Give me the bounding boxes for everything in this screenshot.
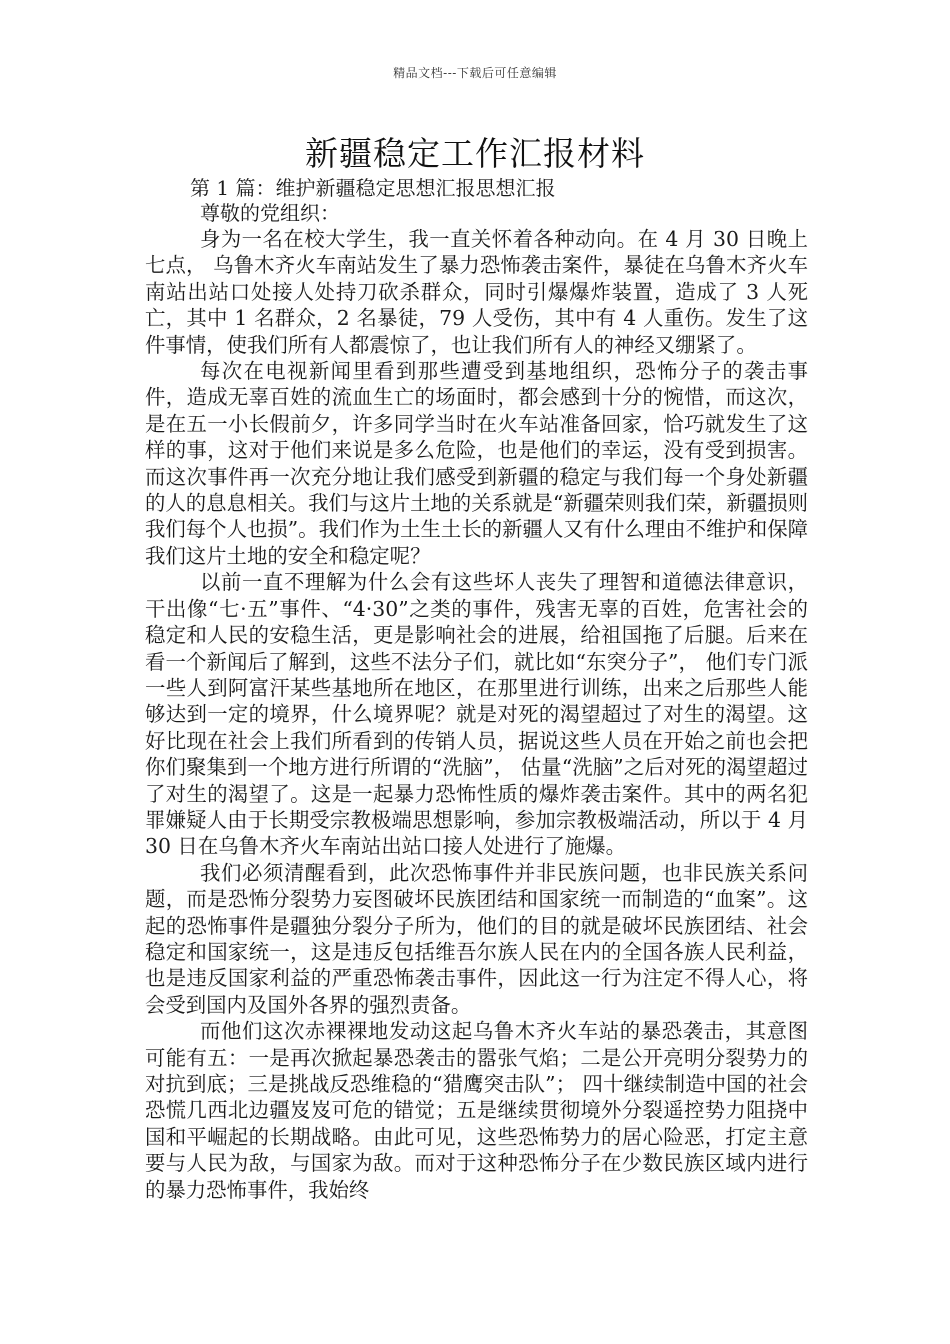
paragraph-2: 每次在电视新闻里看到那些遭受到基地组织，恐怖分子的袭击事件，造成无辜百姓的流血生亡的场面时，都会感到十分的惋惜，而这次，是在五一小长假前夕，许多同学当时在火车站准备回家，恰巧就发生了这样的事，这对于他们来说是多么危险，也是他们的幸运，没有受到损害。而这次事件再一次充分地让我们感受到新疆的稳定与我们每一个身处新疆的人的息息相关。我们与这片土地的关系就是“新疆荣则我们荣，新疆损则我们每个人也损”。我们作为土生土长的新疆人又有什么理由不维护和保障我们这片土地的安全和稳定呢？	[145, 359, 808, 568]
paragraph-3: 以前一直不理解为什么会有这些坏人丧失了理智和道德法律意识，干出像“七·五”事件、“4·30”之类的事件，残害无辜的百姓，危害社会的稳定和人民的安稳生活，更是影响社会的进展，给祖国拖了后腿。后来在看一个新闻后了解到，这些不法分子们，就比如“东突分子”， 他们专门派一些人到阿富汗某些基地所在地区，在那里进行训练，出来之后那些人能够达到一定的境界，什么境界呢？就是对死的渴望超过了对生的渴望。这好比现在社会上我们所看到的传销人员，据说这些人员在开始之前也会把你们聚集到一个地方进行所谓的“洗脑”， 估量“洗脑”之后对死的渴望超过了对生的渴望了。这是一起暴力恐怖性质的爆炸袭击案件。其中的两名犯罪嫌疑人由于长期受宗教极端思想影响，参加宗教极端活动，所以于 4 月 30 日在乌鲁木齐火车南站出站口接人处进行了施爆。	[145, 570, 808, 859]
paragraph-5: 而他们这次赤裸裸地发动这起乌鲁木齐火车站的暴恐袭击，其意图可能有五：一是再次掀起暴恐袭击的嚣张气焰；二是公开亮明分裂势力的对抗到底；三是挑战反恐维稳的“猎鹰突击队”； 四十继续制造中国的社会恐慌几西北边疆岌岌可危的错觉；五是继续贯彻境外分裂遥控势力阻挠中国和平崛起的长期战略。由此可见，这些恐怖势力的居心险恶，打定主意要与人民为敌，与国家为敌。而对于这种恐怖分子在少数民族区域内进行的暴力恐怖事件，我始终	[145, 1019, 808, 1202]
paragraph-1: 身为一名在校大学生，我一直关怀着各种动向。在 4 月 30 日晚上七点， 乌鲁木齐火车南站发生了暴力恐怖袭击案件，暴徒在乌鲁木齐火车南站出站口处接人处持刀砍杀群众，同时引爆爆炸装置，造成了 3 人死亡，其中 1 名群众，2 名暴徒，79 人受伤，其中有 4 人重伤。发生了这件事情，使我们所有人都震惊了，也让我们所有人的神经又绷紧了。	[145, 227, 808, 357]
section-heading: 第 1 篇：维护新疆稳定思想汇报思想汇报	[190, 176, 556, 200]
document-body	[145, 176, 808, 1203]
header-note: 精品文档---下载后可任意编辑	[393, 66, 557, 80]
paragraph-4: 我们必须清醒看到，此次恐怖事件并非民族问题，也非民族关系问题，而是恐怖分裂势力妄图破坏民族团结和国家统一而制造的“血案”。这起的恐怖事件是疆独分裂分子所为，他们的目的就是破坏民族团结、社会稳定和国家统一，这是违反包括维吾尔族人民在内的全国各族人民利益，也是违反国家利益的严重恐怖袭击事件，因此这一行为注定不得人心，将会受到国内及国外各界的强烈责备。	[145, 860, 808, 1017]
salutation: 尊敬的党组织：	[200, 201, 340, 225]
document-title: 新疆稳定工作汇报材料	[305, 134, 645, 173]
